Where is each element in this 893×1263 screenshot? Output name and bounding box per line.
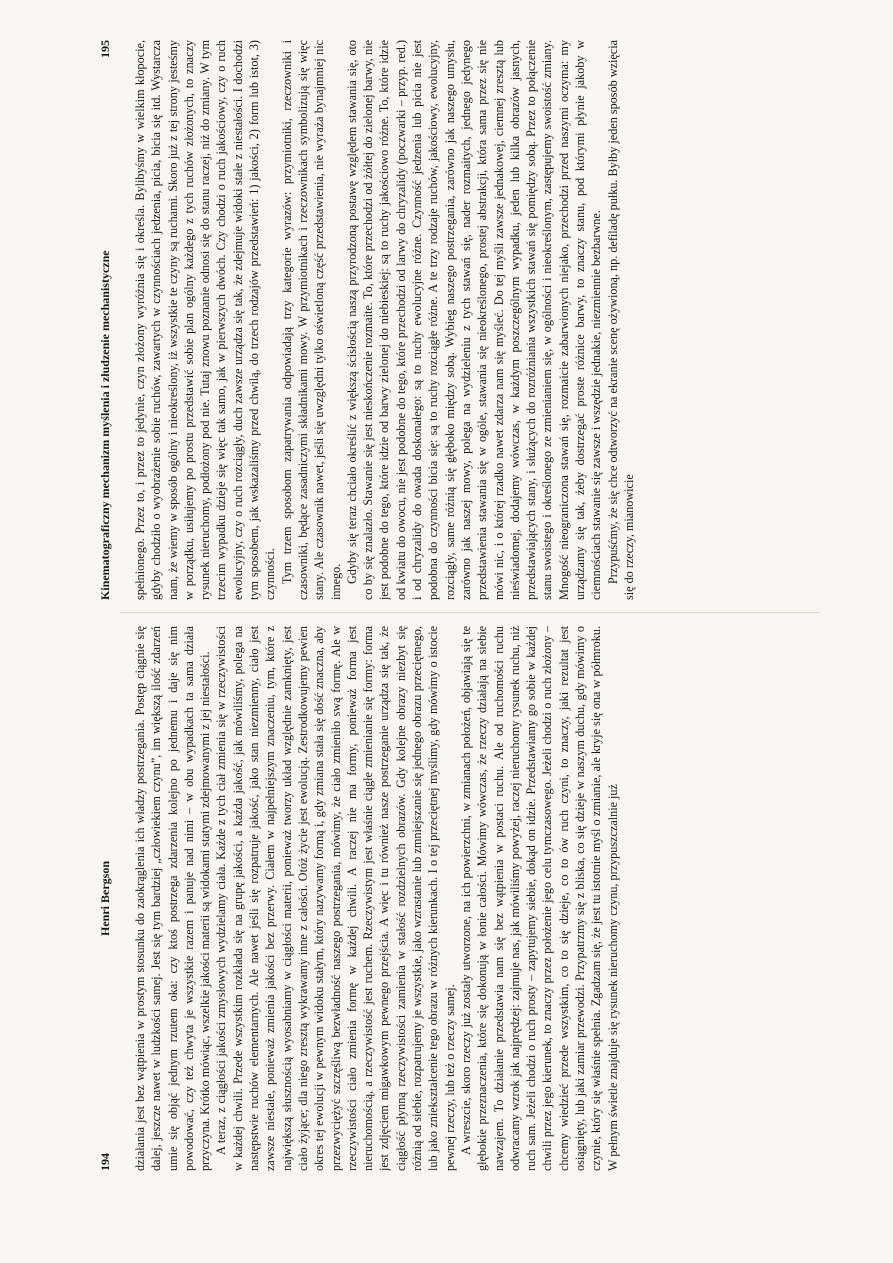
right-paragraph: Tym trzem sposobom zapatrywania odpowiadają trzy kategorie wyrazów: przymiotniki, rzeczowniki i czasowniki, będące zasadniczymi składnikami mowy. W przymiotnikach i rzeczownikach symbolizują się więc stany. Ale czasownik nawet, jeśli się uwzględni tylko oświetloną część przedstawienia, nie wyraża bynajmniej nic innego. (279, 40, 343, 600)
right-paragraph: spełnionego. Przez to, i przez to jedynie, czyn złożony wyróżnia się i określa. Bylibyśmy w wielkim kłopocie, gdyby chodziło o wyobrażenie sobie ruchów, zawartych w czynnościach jedzenia, picia, bicia się itd. Wystarcza nam, że wiemy w sposób ogólny i nieokreślony, iż wszystkie te czyny są ruchami. Skoro już z tej strony jesteśmy w porządku, usiłujemy po prostu przedstawić sobie plan ogólny każdego z tych ruchów złożonych, to znaczy rysunek nieruchomy, podłożony pod nie. Tutaj znowu poznanie odnosi się do stanu raczej, niż do zmiany. W tym trzecim wypadku dzieje się więc tak samo, jak w pierwszych dwóch. Czy chodzi o ruch jakościowy, czy o ruch ewolucyjny, czy o ruch rozciągły, duch zawsze urządza się tak, że zdejmuje widoki stałe z niestałości. I dochodzi tym sposobem, jak wskazaliśmy przed chwilą, do trzech rodzajów przedstawień: 1) jakości, 2) form lub istot, 3) czynności. (133, 40, 278, 600)
left-page (92, 626, 892, 1171)
right-page-header (98, 40, 122, 600)
right-paragraph: Gdyby się teraz chciało określić z większą ścisłością naszą przyrodzoną postawę względem stawania się, oto co by się znalazło. Stawanie się jest nieskończenie rozmaite. To, które przechodzi od żółtej do zielonej barwy, nie jest podobne do tego, które idzie od barwy zielonej do niebieskiej: są to ruchy jakościowo różne. To, które idzie od kwiatu do owocu, nie jest podobne do tego, które przechodzi od larwy do chryzalidy (poczwarki – przyp. red.) i od chryzalidy do owada doskonałego: są to ruchy ewolucyjne różne. Czynność jedzenia lub picia nie jest podobna do czynności bicia się: są to ruchy rozciągłe różne. A te trzy rodzaje ruchów, jakościowy, ewolucyjny, rozciągły, same różnią się głęboko między sobą. Wybieg naszego postrzegania, zarówno jak naszego umysłu, zarówno jak naszej mowy, polega na wydzieleniu z tych stawań się, nader rozmaitych, jednego jedynego przedstawienia stawania się w ogóle, stawania się nieokreślonego, prostej abstrakcji, która sama przez się nie mówi nic, i o której rzadko nawet zdarza nam się myśleć. Do tej myśli zawsze jednakowej, ciemnej zresztą lub nieświadomej, dodajemy wówczas, w każdym poszczególnym wypadku, jeden lub kilka obrazów jasnych, przedstawiających stany, i służących do rozróżniania wszystkich stawań się pomiędzy sobą. Przez to połączenie stanu swoistego i określonego ze zmienianiem się, w ogólności i nieokreślonym, zastępujemy swoistość zmiany. Mnogość nieograniczona stawań się, rozmaicie zabarwionych niejako, przechodzi przed naszymi oczyma: my urządzamy się tak, żeby dostrzegać proste różnice barwy, to znaczy stanu, pod którymi płynie jakoby w ciemnościach stawanie się zawsze i wszędzie jednakie, niezmiennie bezbarwne. (344, 40, 604, 600)
left-page-header (98, 626, 122, 1171)
right-page-number: 195 (98, 40, 112, 58)
left-page-body (132, 626, 892, 1171)
left-running-head: Henri Bergson (98, 861, 112, 936)
left-paragraph: A teraz, z ciągłości jakości zmysłowych wydzielamy ciała. Każde z tych ciał zmienia się w rzeczywistości w każdej chwili. Przede wszystkim rozkłada się na grupę jakości, a każda jakość, jak mówiliśmy, polega na następstwie ruchów elementarnych. Ale nawet jeśli się rozpatruje jakość, jako stan niezmienny, ciało jest zawsze niestałe, ponieważ zmienia jakości bez przerwy. Ciałem w najpełniejszym znaczeniu, tym, które z największą słusznością wyosabniamy w ciągłości materii, ponieważ tworzy układ względnie zamknięty, jest ciało żyjące; dla niego zresztą wykrawamy inne z całości. Otóż życie jest ewolucją. Zestrodkowujemy pewien okres tej ewolucji w pewnym widoku stałym, który nazywamy formą i, gdy zmiana stała się dość znaczna, aby przezwyciężyć szczęśliwą bezwładność naszego postrzegania, mówimy, że ciało zmieniło swą formę. Ale w rzeczywistości ciało zmienia formę w każdej chwili. A raczej nie ma formy, ponieważ forma jest nieruchomością, a rzeczywistość jest ruchem. Rzeczywistym jest właśnie ciągłe zmienianie się formy: forma jest zdjęciem migawkowym pewnego przejścia. A więc i tu również nasze postrzeganie urządza się tak, że ciągłość płynną rzeczywistości zamienia w stałość rozdzielnych obrazów. Gdy kolejne obrazy niezbyt się różnią od siebie, rozpatrujemy je wszystkie, jako wzrastanie lub zmniejszanie się jednego obrazu przeciętnego, lub jako zniekształcenie tego obrazu w różnych kierunkach. I o tej przeciętnej myślimy, gdy mówimy o istocie pewnej rzeczy, lub też o rzeczy samej. (214, 626, 457, 1171)
left-paragraph: działania jest bez wątpienia w prostym stosunku do zaokrąglenia ich władzy postrzegania. Postęp ciągnie się dalej, jeszcze nawet w ludzkości samej. Jest się tym bardziej „człowiekiem czynu”, im większą ilość zdarzeń umie się objąć jednym rzutem oka: czy ktoś postrzega zdarzenia kolejno po jednemu i daje się nim powodować, czy też chwyta je wszystkie razem i panuje nad nimi – w obu wypadkach ta sama działa przyczyna. Krótko mówiąc, wszelkie jakości materii są widokami statymi zdejmowanymi z jej niestałości. (133, 626, 213, 1171)
left-page-number: 194 (98, 1153, 112, 1171)
right-page-body (132, 40, 892, 600)
left-paragraph: A wreszcie, skoro rzeczy już zostały utworzone, na ich powierzchni, w zmianach położeń, objawiają się te głębokie przeznaczenia, które się dokonują w łonie całości. Mówimy wówczas, że rzeczy działają na siebie nawzajem. To działanie przedstawia nam się bez wątpienia w postaci ruchu. Ale od ruchomości ruchu odwracamy wzrok jak najprędzej: zajmuje nas, jak mówiliśmy powyżej, raczej nieruchomy rysunek ruchu, niż ruch sam. Jeżeli chodzi o ruch prosty – zapytujemy siebie, dokąd on idzie. Przedstawiamy go sobie w każdej chwili przez jego kierunek, to znaczy przez położenie jego celu tymczasowego. Jeżeli chodzi o ruch złożony – chcemy wiedzieć przede wszystkim, co to się dzieje, co to ów ruch czyni, to znaczy, jaki rezultat jest osiągnięty, lub jaki zamiar przewodzi. Przypatrzmy się z bliska, co się dzieje w naszym duchu, gdy mówimy o czynie, który się właśnie spełnia. Zgadzam się, że jest tu istotnie myśl o zmianie, ale kryje się ona w półmroku. W pełnym świetle znajduje się rysunek nieruchomy czynu, przypuszczalnie już (458, 626, 620, 1171)
right-paragraph: Przypuśćmy, że się chce odtworzyć na ekranie scenę ożywioną, np. defiladę pułku. Byłby jeden sposób wzięcia się do rzeczy, mianowicie (605, 40, 636, 600)
right-running-head: Kinematograficzny mechanizm myślenia i złudzenie mechanistyczne (98, 250, 112, 600)
page-gutter (120, 612, 820, 613)
right-page (92, 40, 892, 600)
